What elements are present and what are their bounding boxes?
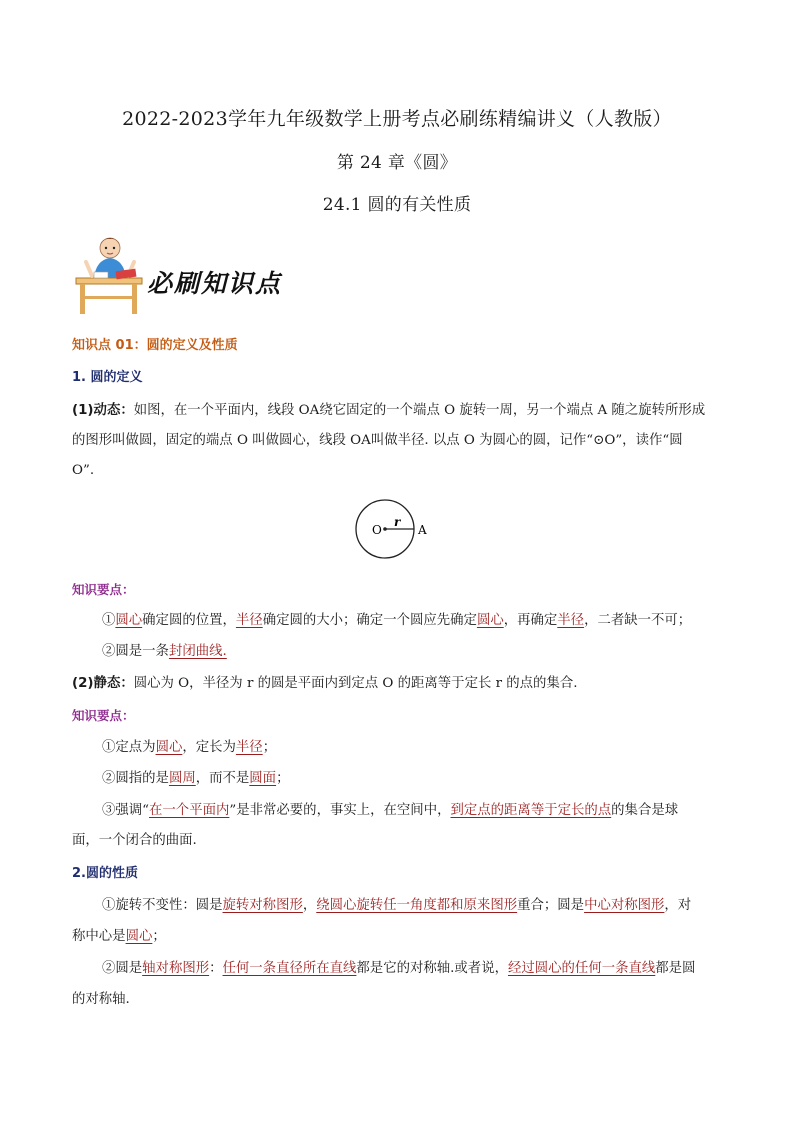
point-label: A [418, 523, 427, 537]
tips-heading-1: 知识要点： [72, 582, 135, 597]
circle-figure [352, 496, 442, 564]
static-label: (2)静态： [72, 676, 134, 691]
center-point [383, 527, 387, 531]
tip-1: ①圆心确定圆的位置，半径确定圆的大小；确定一个圆应先确定圆心，再确定半径，二者缺一不可； [102, 613, 692, 628]
dynamic-definition-line2: 的图形叫做圆，固定的端点 O 叫做圆心，线段 OA叫做半径. 以点 O 为圆心的圆，记作“⊙O”，读作“圆 [72, 433, 683, 448]
property-2-line1: ②圆是轴对称图形：任何一条直径所在直线都是它的对称轴.或者说，经过圆心的任何一条直线都是圆 [102, 961, 696, 976]
chapter-title: 第 24 章《圆》 [336, 153, 458, 173]
property-2-line2: 的对称轴. [72, 992, 130, 1007]
document-title: 2022-2023学年九年级数学上册考点必刷练精编讲义（人教版） [122, 108, 672, 130]
radius-label: r [394, 515, 401, 529]
tip-2: ②圆是一条封闭曲线. [102, 644, 227, 659]
tips-heading-2: 知识要点： [72, 708, 135, 723]
properties-heading: 2.圆的性质 [72, 866, 138, 881]
banner-heading: 必刷知识点 [147, 269, 283, 298]
property-1-line1: ①旋转不变性：圆是旋转对称图形，绕圆心旋转任一角度都和原来图形重合；圆是中心对称图形，对 [102, 898, 692, 913]
property-1-line2: 称中心是圆心； [72, 929, 166, 944]
tip-5-line2: 面，一个闭合的曲面. [72, 833, 197, 848]
tip-5-line1: ③强调“在一个平面内”是非常必要的，事实上，在空间中，到定点的距离等于定长的点的集合是球 [102, 803, 679, 818]
dynamic-label: (1)动态： [72, 403, 134, 418]
static-definition [72, 674, 577, 694]
section-title: 24.1 圆的有关性质 [322, 195, 472, 215]
static-text: 圆心为 O，半径为 r 的圆是平面内到定点 O 的距离等于定长 r 的点的集合. [133, 676, 578, 691]
knowledge-point-title: 知识点 01：圆的定义及性质 [72, 338, 238, 353]
definition-heading: 1. 圆的定义 [72, 370, 143, 385]
center-label: O [372, 523, 382, 537]
tip-3: ①定点为圆心，定长为半径； [102, 740, 277, 755]
dynamic-definition-line1 [72, 401, 705, 421]
dynamic-text-1: 如图，在一个平面内，线段 OA绕它固定的一个端点 O 旋转一周，另一个端点 A 随之旋转所形成 [133, 403, 706, 418]
dynamic-definition-line3: O”. [72, 463, 95, 478]
tip-4: ②圆指的是圆周，而不是圆面； [102, 771, 290, 786]
